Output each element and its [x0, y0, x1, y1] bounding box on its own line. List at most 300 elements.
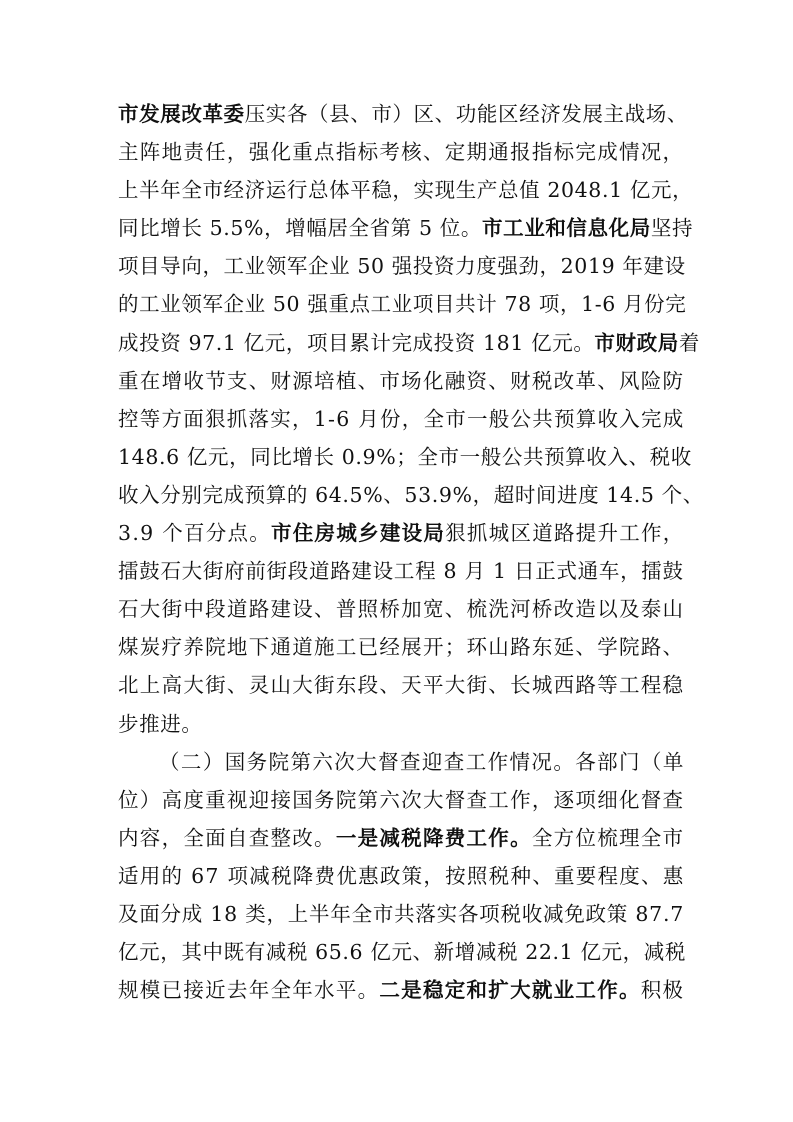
text-char: 作 — [641, 521, 663, 546]
text-char: 功 — [455, 102, 477, 126]
text-char: 1 — [606, 482, 621, 507]
bold-char: 扩 — [488, 978, 510, 1003]
text-char: 融 — [444, 368, 466, 393]
text-char: 军 — [286, 254, 308, 279]
text-char: 成 — [118, 330, 140, 355]
text-char — [351, 400, 358, 438]
text-char: 石 — [118, 597, 140, 622]
text-char: 作 — [510, 787, 532, 812]
text-char: ， — [285, 330, 307, 355]
text-char: 场 — [645, 102, 667, 126]
text-char: 的 — [118, 292, 140, 317]
text-line — [118, 552, 684, 590]
text-char: 5 — [404, 482, 419, 507]
text-char: 着 — [678, 330, 700, 355]
text-char — [202, 209, 209, 247]
bold-char: 政 — [636, 330, 658, 355]
text-char: 经 — [379, 635, 401, 660]
text-char: 大 — [181, 559, 203, 584]
text-char: 延 — [553, 635, 575, 660]
text-char: 各 — [575, 749, 597, 774]
text-char: 税 — [649, 444, 671, 469]
text-char: 理 — [618, 825, 641, 850]
text-char: 2 — [560, 254, 575, 279]
text-char: 石 — [160, 559, 182, 584]
text-char: 策 — [606, 901, 628, 926]
text-char — [540, 171, 547, 209]
text-char: ， — [672, 178, 694, 203]
text-char: 上 — [287, 901, 309, 926]
text-char: 路 — [248, 597, 270, 622]
text-char — [599, 476, 606, 514]
text-char: 工 — [618, 673, 641, 698]
text-char: 收 — [183, 368, 205, 393]
text-char: 单 — [662, 749, 684, 774]
text-char: 投 — [139, 330, 161, 355]
text-char: 洗 — [488, 597, 510, 622]
text-char: 路 — [640, 635, 662, 660]
text-char: 工 — [488, 787, 510, 812]
text-char: 元 — [391, 940, 413, 965]
text-char: 度 — [476, 254, 498, 279]
text-char: 及 — [118, 901, 140, 926]
text-char — [350, 247, 357, 285]
text-char: 4 — [620, 482, 634, 507]
text-char: 面 — [139, 901, 161, 926]
text-char: 总 — [307, 178, 330, 203]
text-char: 领 — [265, 254, 287, 279]
text-char: ） — [139, 787, 161, 812]
text-char: 生 — [455, 178, 477, 203]
text-char: 府 — [224, 559, 246, 584]
text-char: 算 — [265, 482, 287, 507]
text-char: 财 — [510, 368, 532, 393]
text-char: 查 — [466, 787, 488, 812]
text-line — [118, 476, 704, 514]
text-char: 项 — [118, 254, 140, 279]
text-char: 路 — [330, 559, 352, 584]
text-char: 已 — [161, 978, 183, 1003]
text-char: 督 — [378, 749, 400, 774]
text-char: 税 — [664, 940, 686, 965]
text-char: 全 — [181, 178, 203, 203]
text-char: 投 — [412, 254, 434, 279]
bold-char: 息 — [587, 216, 609, 241]
text-char: % — [363, 482, 384, 507]
text-char: . — [342, 482, 350, 507]
text-char: 况 — [531, 749, 553, 774]
text-char: 鼓 — [662, 559, 684, 584]
text-char — [524, 324, 531, 362]
text-char: . — [223, 216, 231, 241]
text-char: 报 — [510, 140, 532, 165]
text-char: ， — [423, 863, 445, 888]
text-char: 目 — [139, 254, 161, 279]
text-char: 道 — [226, 597, 249, 622]
text-char: 6 — [315, 940, 329, 965]
text-char: 5 — [640, 482, 655, 507]
text-char — [154, 514, 161, 552]
text-char: 街 — [466, 673, 488, 698]
text-char: 迎 — [421, 749, 443, 774]
text-char: 段 — [205, 597, 227, 622]
text-char — [433, 209, 440, 247]
bold-char: 。 — [510, 825, 532, 850]
text-char: 次 — [334, 749, 356, 774]
text-line — [118, 971, 684, 1009]
text-char: - — [594, 292, 603, 317]
text-char: 通 — [577, 559, 599, 584]
text-char — [180, 438, 187, 476]
text-char: 共 — [455, 292, 477, 317]
text-char: 重 — [328, 292, 350, 317]
text-line — [118, 209, 694, 247]
text-char: ， — [226, 140, 249, 165]
text-char: 源 — [292, 368, 314, 393]
text-char: 院 — [268, 749, 290, 774]
text-char: 8 — [224, 901, 238, 926]
text-char: 门 — [619, 749, 641, 774]
text-char: 目 — [328, 330, 350, 355]
text-char: 考 — [379, 140, 401, 165]
text-char: 学 — [597, 635, 619, 660]
text-char: 方 — [161, 406, 183, 431]
text-char: 降 — [292, 863, 314, 888]
text-char: 、 — [488, 673, 510, 698]
text-char: 督 — [640, 787, 662, 812]
text-char: 容 — [139, 825, 161, 850]
text-char: 院 — [618, 635, 641, 660]
text-char: 、 — [488, 368, 510, 393]
text-char: 产 — [476, 178, 498, 203]
text-char: 化 — [270, 140, 292, 165]
text-char: 9 — [601, 254, 616, 279]
text-char: 完 — [391, 330, 413, 355]
text-char: 工 — [465, 749, 487, 774]
bold-char: 业 — [524, 216, 546, 241]
text-char: 度 — [578, 482, 600, 507]
text-char: 梳 — [597, 825, 619, 850]
body-text — [118, 95, 704, 1009]
text-char: 年 — [292, 978, 314, 1003]
text-char: 务 — [314, 787, 336, 812]
text-char — [615, 247, 622, 285]
text-char: 5 — [209, 216, 224, 241]
text-char: 税 — [496, 940, 519, 965]
text-char: . — [215, 330, 223, 355]
text-char: 程 — [415, 559, 437, 584]
text-char: 9 — [188, 330, 203, 355]
text-char: 6 — [191, 863, 205, 888]
text-line — [118, 285, 687, 323]
text-char: 情 — [509, 749, 531, 774]
bold-char: 化 — [608, 216, 630, 241]
text-char: 平 — [350, 178, 372, 203]
text-char: . — [132, 521, 140, 546]
text-char: 预 — [244, 482, 266, 507]
text-char: 市 — [445, 406, 467, 431]
text-char: 程 — [597, 863, 619, 888]
text-char: ， — [292, 406, 314, 431]
text-line — [118, 133, 684, 171]
text-char: 路 — [575, 673, 597, 698]
text-char: 、 — [597, 368, 619, 393]
text-char: 项 — [538, 292, 560, 317]
bold-char: 工 — [466, 825, 488, 850]
text-char: 宽 — [422, 597, 445, 622]
text-char: 程 — [640, 673, 662, 698]
text-char: 区 — [413, 102, 435, 126]
text-char: 税 — [531, 368, 553, 393]
text-char: 一 — [467, 406, 489, 431]
text-char: 别 — [181, 482, 203, 507]
text-char: 进 — [160, 711, 182, 736]
text-line — [118, 171, 694, 209]
text-char: 行 — [286, 178, 308, 203]
text-char: 济 — [540, 102, 562, 126]
text-char: 查 — [248, 825, 270, 850]
text-char: 定 — [444, 140, 466, 165]
text-char: 2 — [525, 940, 539, 965]
text-char: 查 — [399, 749, 422, 774]
text-char: 项 — [227, 863, 249, 888]
text-char: 。 — [460, 216, 482, 241]
text-char: 养 — [183, 635, 205, 660]
text-char — [181, 324, 188, 362]
text-char: ， — [559, 292, 582, 317]
text-char: 国 — [224, 749, 246, 774]
text-char: 6 — [315, 482, 329, 507]
text-char: 工 — [335, 635, 357, 660]
text-char: 优 — [336, 863, 358, 888]
text-char: ， — [202, 254, 224, 279]
text-char: - — [328, 406, 336, 431]
text-char: 上 — [118, 178, 140, 203]
text-char: 度 — [619, 863, 641, 888]
text-char: 元 — [139, 940, 161, 965]
text-char: 工 — [223, 254, 245, 279]
text-char — [220, 857, 227, 895]
text-char: 车 — [598, 559, 620, 584]
text-char: 防 — [662, 368, 684, 393]
text-line — [118, 247, 684, 285]
text-char: 7 — [649, 901, 663, 926]
text-char: 、 — [682, 482, 704, 507]
text-char: 市 — [371, 102, 393, 126]
text-char: 3 — [418, 482, 432, 507]
text-char: 积 — [640, 978, 662, 1003]
text-char — [532, 285, 539, 323]
bold-char: 住 — [292, 521, 314, 546]
text-char: 收 — [118, 482, 140, 507]
text-char: 共 — [532, 406, 554, 431]
text-char: ， — [622, 940, 644, 965]
text-char: 。 — [357, 978, 379, 1003]
text-char: 全 — [640, 825, 662, 850]
text-char: 县 — [329, 102, 351, 126]
text-char: 省 — [369, 216, 391, 241]
text-char: 元 — [264, 330, 286, 355]
text-char: 山 — [662, 597, 684, 622]
text-line — [118, 895, 684, 933]
text-char: 7 — [202, 330, 216, 355]
text-char: 发 — [561, 102, 583, 126]
text-char: 种 — [510, 863, 532, 888]
text-char: 业 — [329, 254, 351, 279]
text-char: 高 — [161, 673, 183, 698]
text-char: 领 — [181, 292, 203, 317]
text-char: 河 — [510, 597, 532, 622]
text-char: 税 — [271, 863, 293, 888]
text-char: 亿 — [370, 940, 392, 965]
text-char: 、 — [662, 635, 684, 660]
text-char: % — [244, 216, 265, 241]
text-char: 标 — [553, 140, 575, 165]
text-char: 主 — [603, 102, 625, 126]
text-char: 东 — [335, 673, 357, 698]
text-char: 重 — [553, 863, 576, 888]
text-char: 0 — [286, 292, 301, 317]
text-char: 0 — [560, 178, 575, 203]
bold-char: 大 — [510, 978, 532, 1003]
text-char: 1 — [609, 178, 623, 203]
text-char: 亿 — [186, 444, 208, 469]
text-char: 项 — [575, 787, 597, 812]
text-char: 、 — [532, 863, 554, 888]
text-char: . — [633, 482, 641, 507]
text-char: 擂 — [118, 559, 140, 584]
text-char: 、 — [248, 368, 270, 393]
text-char: 街 — [266, 559, 288, 584]
text-char: ） — [202, 749, 224, 774]
text-char: 正 — [535, 559, 557, 584]
text-char: 指 — [531, 140, 553, 165]
bold-char: 降 — [422, 825, 445, 850]
text-char: ， — [531, 787, 553, 812]
text-char: 8 — [518, 292, 532, 317]
text-char: 元 — [650, 178, 673, 203]
text-char: 5 — [349, 482, 364, 507]
bold-char: 局 — [423, 521, 445, 546]
text-char: 全 — [423, 406, 445, 431]
text-char: 政 — [379, 863, 401, 888]
text-char: ， — [472, 482, 494, 507]
text-char: 减 — [643, 940, 665, 965]
text-char — [507, 552, 514, 590]
text-char: 减 — [475, 940, 497, 965]
bold-char: 局 — [657, 330, 679, 355]
text-char: 、 — [357, 368, 379, 393]
text-char: 。 — [181, 711, 203, 736]
text-char: 提 — [575, 521, 597, 546]
text-char — [412, 209, 419, 247]
text-char: 市 — [202, 178, 224, 203]
text-char: 月 — [358, 406, 380, 431]
text-char: 收 — [521, 901, 543, 926]
text-char: 稳 — [662, 673, 684, 698]
text-char: 月 — [464, 559, 486, 584]
text-char: 间 — [535, 482, 558, 507]
text-char: 落 — [415, 901, 437, 926]
text-char — [486, 552, 493, 590]
text-char: 半 — [139, 178, 161, 203]
text-char: 策 — [401, 863, 423, 888]
text-char: 城 — [488, 521, 510, 546]
text-char — [476, 324, 483, 362]
text-char: 5 — [357, 254, 371, 279]
text-char: 亿 — [629, 178, 651, 203]
text-char: 增 — [285, 216, 307, 241]
text-char: 收 — [670, 444, 692, 469]
text-char: 入 — [607, 444, 629, 469]
text-char: 3 — [118, 521, 132, 546]
text-char: ； — [396, 444, 418, 469]
text-char: 造 — [575, 597, 597, 622]
text-char: 工 — [393, 559, 415, 584]
text-char: 7 — [670, 901, 684, 926]
text-char: 院 — [335, 787, 357, 812]
bold-char: 局 — [629, 216, 651, 241]
text-char: 擂 — [641, 559, 663, 584]
text-char: 责 — [183, 140, 205, 165]
text-char: 军 — [202, 292, 224, 317]
text-char: 去 — [226, 978, 249, 1003]
bold-char: 房 — [314, 521, 336, 546]
text-char: 照 — [357, 597, 379, 622]
text-char: 施 — [314, 635, 336, 660]
text-char: 主 — [118, 140, 140, 165]
text-char: 大 — [292, 673, 314, 698]
text-char: 北 — [118, 673, 140, 698]
text-line — [118, 857, 684, 895]
bold-char: 减 — [379, 825, 401, 850]
text-char: 逐 — [553, 787, 575, 812]
text-char: 业 — [391, 292, 413, 317]
text-char: 6 — [602, 292, 616, 317]
text-char: 9 — [362, 444, 377, 469]
text-char: 运 — [265, 178, 287, 203]
text-char: 成 — [662, 406, 684, 431]
text-char: 0 — [341, 444, 356, 469]
text-char: 重 — [292, 140, 314, 165]
text-char: 7 — [205, 863, 220, 888]
text-char: 财 — [270, 368, 292, 393]
text-char: 业 — [244, 292, 266, 317]
text-char: 进 — [557, 482, 579, 507]
text-char: 、 — [379, 673, 401, 698]
text-char: 完 — [575, 140, 597, 165]
text-char: ， — [401, 406, 423, 431]
text-char: 等 — [139, 406, 161, 431]
text-char: 节 — [205, 368, 227, 393]
text-char: 5 — [328, 940, 343, 965]
text-char: 市 — [379, 368, 401, 393]
text-char: 设 — [372, 559, 394, 584]
bold-char: 作 — [597, 978, 619, 1003]
text-char: ， — [539, 254, 561, 279]
text-char: 第 — [290, 749, 312, 774]
text-line — [118, 362, 684, 400]
text-char: 山 — [270, 673, 292, 698]
text-char: ， — [620, 559, 642, 584]
text-char: 及 — [618, 597, 641, 622]
text-char: 减 — [542, 901, 565, 926]
text-char: 、 — [641, 863, 663, 888]
text-char: 设 — [664, 254, 686, 279]
text-char: 鼓 — [139, 559, 161, 584]
text-char: 用 — [139, 863, 161, 888]
text-char: 、 — [434, 102, 456, 126]
